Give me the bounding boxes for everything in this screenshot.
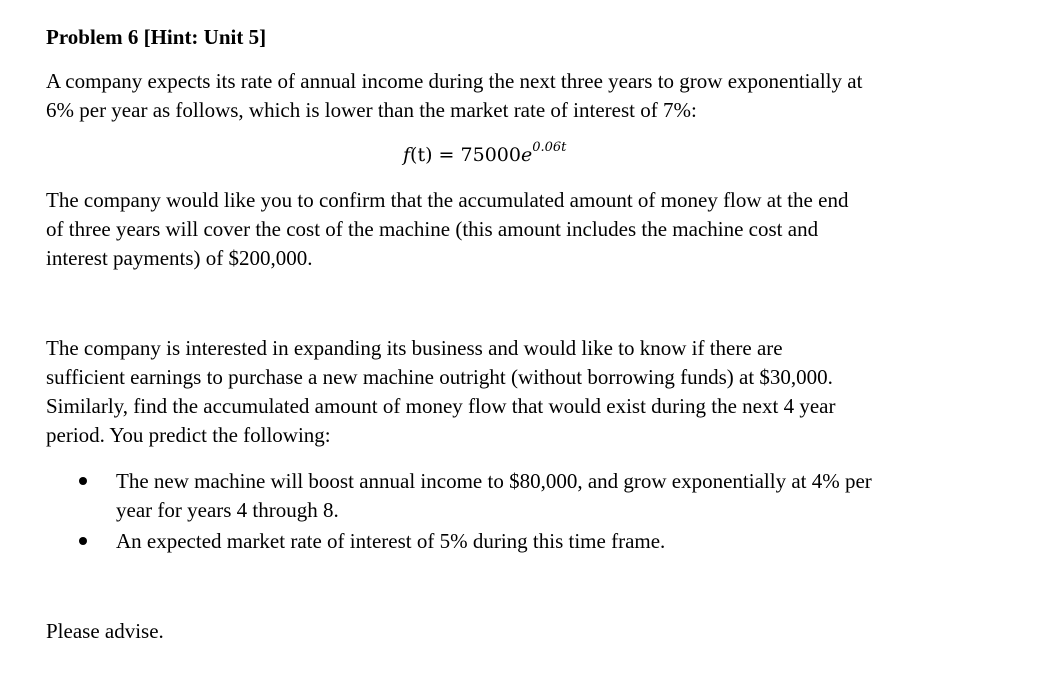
closing-line: Please advise.	[46, 619, 164, 643]
problem-heading: Problem 6 [Hint: Unit 5]	[46, 25, 267, 49]
formula-exponent: 0.06t	[532, 139, 567, 155]
confirmation-line: interest payments) of $200,000.	[46, 246, 313, 270]
expansion-line: sufficient earnings to purchase a new machine outright (without borrowing funds) at $30,000.	[46, 365, 833, 389]
list-item-text	[116, 527, 1053, 556]
formula-variable: (t)	[410, 144, 433, 166]
list-item-line: An expected market rate of interest of 5% during this time frame.	[116, 529, 666, 553]
list-item-line: year for years 4 through 8.	[116, 498, 339, 522]
bullet-icon	[79, 477, 87, 485]
formula-function: f	[403, 144, 411, 166]
expansion-paragraph	[46, 334, 1006, 450]
intro-line: 6% per year as follows, which is lower than the market rate of interest of 7%:	[46, 98, 697, 122]
expansion-line: Similarly, find the accumulated amount of money flow that would exist during the next 4 year	[46, 394, 836, 418]
list-item-text	[116, 467, 1053, 525]
list-item-line: The new machine will boost annual income to $80,000, and grow exponentially at 4% per	[116, 469, 872, 493]
intro-line: A company expects its rate of annual income during the next three years to grow exponentially at	[46, 69, 863, 93]
formula-base: e	[520, 144, 533, 166]
confirmation-line: of three years will cover the cost of the machine (this amount includes the machine cost and	[46, 217, 819, 241]
list-item	[0, 467, 1053, 525]
intro-paragraph	[46, 67, 1006, 125]
list-item	[0, 527, 1053, 556]
prediction-list	[0, 467, 1053, 556]
expansion-line: period. You predict the following:	[46, 423, 331, 447]
confirmation-paragraph	[46, 186, 1006, 273]
expansion-line: The company is interested in expanding its business and would like to know if there are	[46, 336, 783, 360]
income-formula	[403, 139, 567, 168]
confirmation-line: The company would like you to confirm that the accumulated amount of money flow at the end	[46, 188, 849, 212]
formula-coefficient: = 75000	[432, 144, 521, 166]
closing-paragraph	[46, 617, 1006, 646]
bullet-icon	[79, 537, 87, 545]
